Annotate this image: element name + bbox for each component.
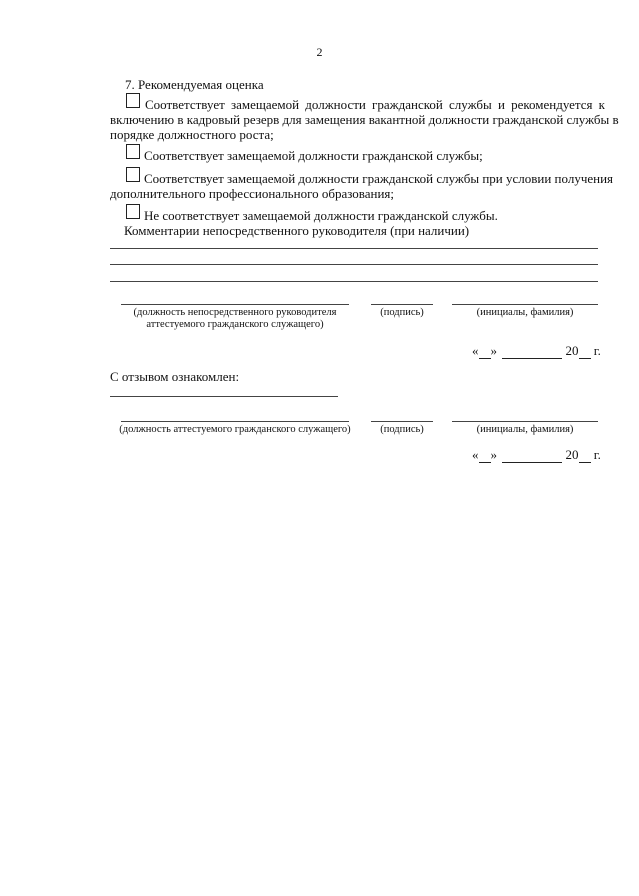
date-year-prefix: 20	[565, 447, 579, 462]
date-year-field[interactable]	[579, 447, 591, 463]
comments-line-1[interactable]	[110, 248, 598, 249]
employee-position-line[interactable]	[121, 421, 349, 422]
comments-line-2[interactable]	[110, 264, 598, 265]
manager-position-line[interactable]	[121, 304, 349, 305]
manager-date	[472, 343, 601, 359]
date-open-quote: «	[472, 343, 479, 358]
employee-name-line[interactable]	[452, 421, 598, 422]
date-year-suffix: г.	[593, 343, 601, 358]
date-year-field[interactable]	[579, 343, 591, 359]
option-3-line-2: дополнительного профессионального образования;	[110, 186, 395, 201]
manager-name-caption: (инициалы, фамилия)	[476, 307, 574, 318]
page-number: 2	[316, 45, 323, 59]
date-day-field[interactable]	[479, 447, 491, 463]
option-4-line-1: Не соответствует замещаемой должности гражданской службы.	[144, 208, 498, 223]
manager-position-caption-2: аттестуемого гражданского служащего)	[146, 319, 324, 330]
comments-label: Комментарии непосредственного руководителя (при наличии)	[124, 223, 470, 238]
manager-signature-line[interactable]	[371, 304, 433, 305]
manager-position-caption-1: (должность непосредственного руководителя	[133, 307, 337, 318]
acknowledged-signature-line[interactable]	[110, 396, 338, 397]
manager-signature-caption: (подпись)	[380, 307, 424, 318]
date-month-field[interactable]	[502, 447, 562, 463]
option-3-checkbox[interactable]	[126, 167, 140, 182]
date-year-prefix: 20	[565, 343, 579, 358]
acknowledged-label: С отзывом ознакомлен:	[110, 369, 240, 384]
employee-date	[472, 447, 601, 463]
option-1-line-2: включению в кадровый резерв для замещения вакантной должности гражданской службы в	[110, 112, 619, 127]
section-heading: 7. Рекомендуемая оценка	[125, 77, 264, 92]
manager-name-line[interactable]	[452, 304, 598, 305]
employee-signature-caption: (подпись)	[380, 424, 424, 435]
date-open-quote: «	[472, 447, 479, 462]
comments-line-3[interactable]	[110, 281, 598, 282]
date-year-suffix: г.	[593, 447, 601, 462]
option-2-checkbox[interactable]	[126, 144, 140, 159]
date-close-quote: »	[490, 343, 497, 358]
employee-name-caption: (инициалы, фамилия)	[476, 424, 574, 435]
option-3-line-1: Соответствует замещаемой должности гражданской службы при условии получения	[144, 171, 614, 186]
date-day-field[interactable]	[479, 343, 491, 359]
date-close-quote: »	[490, 447, 497, 462]
option-1-checkbox[interactable]	[126, 93, 140, 108]
option-2-line-1: Соответствует замещаемой должности гражданской службы;	[144, 148, 483, 163]
date-month-field[interactable]	[502, 343, 562, 359]
employee-signature-line[interactable]	[371, 421, 433, 422]
option-1-line-3: порядке должностного роста;	[110, 127, 274, 142]
option-4-checkbox[interactable]	[126, 204, 140, 219]
employee-position-caption: (должность аттестуемого гражданского служащего)	[119, 424, 351, 435]
option-1-line-1: Соответствует замещаемой должности гражданской службы и рекомендуется к	[145, 97, 605, 112]
